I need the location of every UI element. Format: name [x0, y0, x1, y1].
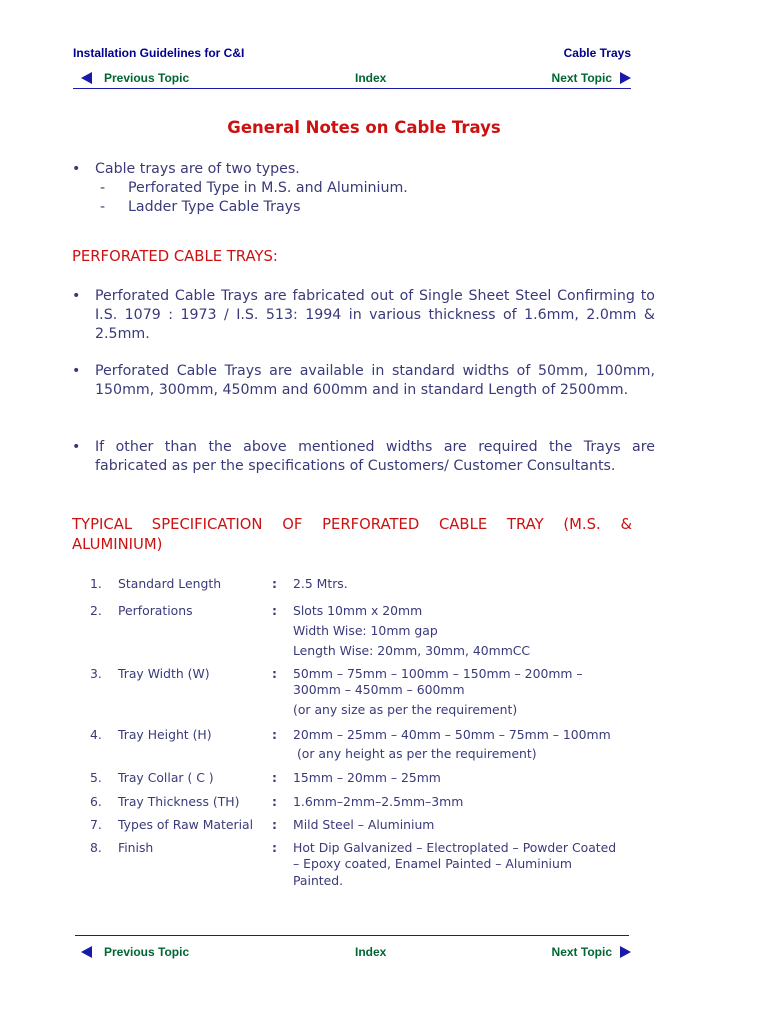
intro-dash-text: Ladder Type Cable Trays [128, 199, 301, 215]
previous-topic-label: Previous Topic [104, 945, 190, 959]
list-item [72, 362, 655, 400]
spec-label: Perforations [118, 602, 193, 618]
spec-value-line: Length Wise: 20mm, 30mm, 40mmCC [293, 642, 531, 658]
bullet-icon: • [72, 363, 81, 379]
paragraph-text: If other than the above mentioned widths are required the Trays are fabricated as per the specifications of Customers/ Customer Consultants. [95, 439, 655, 474]
spec-value-line: 50mm – 75mm – 100mm – 150mm – 200mm – [293, 665, 583, 681]
spec-value [293, 794, 640, 811]
spec-label: Standard Length [118, 576, 222, 591]
list-item [72, 198, 632, 217]
index-link[interactable]: Index [355, 71, 387, 85]
spec-number: 7. [90, 817, 102, 832]
spec-number: 2. [90, 602, 102, 618]
spec-value-line: Mild Steel – Aluminium [293, 817, 435, 832]
spec-colon: : [272, 793, 277, 809]
next-topic-label: Next Topic [551, 71, 612, 85]
spec-value-line: Slots 10mm x 20mm [293, 602, 423, 618]
spec-value [293, 817, 640, 834]
list-item [72, 179, 632, 198]
spec-colon: : [272, 602, 277, 618]
spec-value [293, 725, 640, 763]
spec-number: 6. [90, 793, 102, 809]
bullet-icon: • [72, 288, 81, 304]
section-heading-perforated: PERFORATED CABLE TRAYS: [72, 248, 278, 265]
previous-topic-link[interactable] [81, 945, 189, 959]
spec-value [293, 840, 640, 890]
table-row [80, 840, 640, 890]
index-link[interactable]: Index [355, 945, 387, 959]
spec-heading-line-1: TYPICAL SPECIFICATION OF PERFORATED CABLE TRAY (M.S. & [72, 516, 632, 533]
specification-table [80, 576, 640, 889]
table-row [80, 666, 640, 719]
spec-label: Tray Width (W) [118, 665, 210, 681]
next-topic-label: Next Topic [551, 945, 612, 959]
running-header [73, 46, 631, 62]
spec-value-line: (or any size as per the requirement) [293, 701, 518, 717]
spec-colon: : [272, 839, 277, 855]
next-topic-link[interactable] [552, 71, 631, 85]
list-item [72, 287, 655, 344]
spec-value [293, 576, 640, 593]
previous-topic-link[interactable] [81, 71, 189, 85]
paragraph-text: Perforated Cable Trays are fabricated out of Single Sheet Steel Confirming to I.S. 1079 : 1973 / I.S. 513: 1994 in various thickness of 1.6mm, 2.0mm & 2.5mm. [95, 288, 655, 342]
spec-value-line: 15mm – 20mm – 25mm [293, 770, 441, 785]
list-item [72, 160, 632, 179]
table-row [80, 817, 640, 834]
arrow-right-icon [620, 946, 631, 958]
spec-label: Tray Collar ( C ) [118, 770, 214, 785]
header-document-title: Installation Guidelines for C&I [73, 46, 245, 60]
spec-label: Types of Raw Material [118, 817, 254, 832]
previous-topic-label: Previous Topic [104, 71, 190, 85]
spec-value-line: 1.6mm–2mm–2.5mm–3mm [293, 793, 464, 809]
table-row [80, 601, 640, 661]
header-section-title: Cable Trays [563, 46, 631, 60]
spec-value [293, 666, 640, 719]
top-navigation [73, 70, 631, 89]
spec-number: 1. [90, 576, 102, 591]
bullet-icon: • [72, 439, 81, 455]
table-row [80, 794, 640, 811]
table-row [80, 770, 640, 787]
spec-colon: : [272, 770, 277, 785]
spec-value-line: Width Wise: 10mm gap [293, 622, 438, 638]
spec-value-line: 2.5 Mtrs. [293, 576, 348, 591]
spec-number: 8. [90, 839, 102, 855]
table-row [80, 576, 640, 593]
arrow-left-icon [81, 72, 92, 84]
footer-divider [75, 935, 629, 936]
intro-dash-text: Perforated Type in M.S. and Aluminium. [128, 180, 408, 196]
spec-label: Tray Height (H) [118, 727, 212, 742]
next-topic-link[interactable] [552, 945, 631, 959]
spec-value-line: Hot Dip Galvanized – Electroplated – Powder Coated [293, 839, 617, 855]
section-heading-specification [72, 515, 632, 555]
spec-colon: : [272, 576, 277, 591]
spec-value-line: – Epoxy coated, Enamel Painted – Aluminium [293, 856, 572, 871]
spec-colon: : [272, 727, 277, 742]
spec-number: 5. [90, 770, 102, 785]
spec-value-line: 300mm – 450mm – 600mm [293, 682, 465, 697]
spec-heading-line-2: ALUMINIUM) [72, 536, 163, 553]
arrow-right-icon [620, 72, 631, 84]
page-title: General Notes on Cable Trays [227, 118, 501, 137]
arrow-left-icon [81, 946, 92, 958]
spec-value-line: Painted. [293, 872, 344, 888]
bottom-navigation [73, 944, 631, 962]
dash-icon: - [100, 180, 106, 196]
paragraph-text: Perforated Cable Trays are available in standard widths of 50mm, 100mm, 150mm, 300mm, 450mm and 600mm and in standard Length of 2500mm. [95, 363, 655, 398]
spec-number: 3. [90, 665, 102, 681]
bullet-icon: • [72, 161, 81, 177]
list-item [72, 438, 655, 476]
spec-label: Tray Thickness (TH) [118, 793, 240, 809]
spec-value-line: (or any height as per the requirement) [293, 746, 537, 761]
intro-list [72, 160, 632, 217]
spec-value [293, 601, 640, 661]
spec-colon: : [272, 817, 277, 832]
spec-value [293, 770, 640, 787]
spec-value-line: 20mm – 25mm – 40mm – 50mm – 75mm – 100mm [293, 727, 611, 742]
spec-colon: : [272, 665, 277, 681]
spec-label: Finish [118, 839, 154, 855]
dash-icon: - [100, 199, 106, 215]
spec-number: 4. [90, 727, 102, 742]
table-row [80, 725, 640, 763]
intro-bullet-text: Cable trays are of two types. [95, 161, 300, 177]
